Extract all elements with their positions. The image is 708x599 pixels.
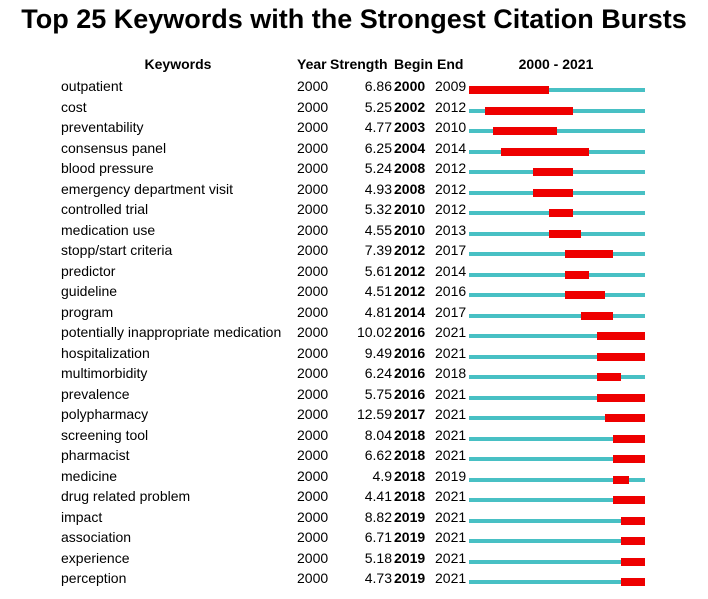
- end-cell: 2017: [435, 242, 467, 258]
- strength-cell: 4.55: [364, 221, 392, 238]
- begin-cell: 2016: [394, 365, 426, 381]
- table-row: [0, 181, 708, 201]
- burst-bar: [621, 517, 645, 525]
- timeline-baseline: [469, 539, 645, 543]
- table-row: [0, 99, 708, 119]
- keyword-cell: pharmacist: [61, 447, 130, 463]
- burst-bar: [533, 168, 573, 176]
- table-row: [0, 324, 708, 344]
- timeline-baseline: [469, 478, 645, 482]
- timeline-baseline: [469, 150, 645, 154]
- end-cell: 2021: [435, 549, 467, 566]
- strength-cell: 8.82: [364, 508, 392, 525]
- timeline-baseline: [469, 170, 645, 174]
- begin-cell: 2002: [394, 98, 426, 115]
- chart-title: Top 25 Keywords with the Strongest Citation Bursts: [21, 4, 687, 34]
- year-cell: 2000: [297, 180, 329, 197]
- table-row: [0, 406, 708, 426]
- timeline-baseline: [469, 560, 645, 564]
- strength-cell: 4.9: [372, 467, 392, 484]
- strength-cell: 4.81: [364, 303, 392, 320]
- year-cell: 2000: [297, 283, 329, 299]
- year-cell: 2000: [297, 426, 329, 443]
- keyword-cell: cost: [61, 98, 87, 115]
- keyword-cell: medication use: [61, 221, 156, 238]
- burst-bar: [613, 435, 645, 443]
- keyword-cell: prevalence: [61, 385, 130, 402]
- table-row: [0, 550, 708, 570]
- strength-cell: 6.71: [364, 529, 392, 545]
- end-cell: 2017: [435, 303, 467, 320]
- end-cell: 2018: [435, 365, 467, 381]
- year-cell: 2000: [297, 570, 329, 586]
- table-row: [0, 386, 708, 406]
- strength-cell: 8.04: [364, 426, 392, 443]
- begin-cell: 2019: [394, 549, 426, 566]
- strength-cell: 6.62: [364, 447, 392, 463]
- strength-cell: 5.18: [364, 549, 392, 566]
- burst-bar: [565, 291, 605, 299]
- header-timeline-range: 2000 - 2021: [518, 56, 594, 72]
- year-cell: 2000: [297, 78, 329, 94]
- burst-bar: [613, 455, 645, 463]
- table-row: [0, 427, 708, 447]
- timeline-baseline: [469, 129, 645, 133]
- end-cell: 2021: [435, 344, 467, 361]
- strength-cell: 10.02: [356, 324, 392, 340]
- strength-cell: 9.49: [364, 344, 392, 361]
- end-cell: 2021: [435, 447, 467, 463]
- begin-cell: 2000: [394, 78, 426, 94]
- burst-bar: [581, 312, 613, 320]
- keyword-cell: program: [61, 303, 114, 320]
- table-row: [0, 119, 708, 139]
- table-row: [0, 160, 708, 180]
- burst-bar: [597, 332, 645, 340]
- strength-cell: 6.86: [364, 78, 392, 94]
- strength-cell: 4.93: [364, 180, 392, 197]
- begin-cell: 2012: [394, 262, 426, 279]
- begin-cell: 2008: [394, 180, 426, 197]
- keyword-cell: perception: [61, 570, 127, 586]
- keyword-cell: multimorbidity: [61, 365, 148, 381]
- end-cell: 2021: [435, 570, 467, 586]
- strength-cell: 5.75: [364, 385, 392, 402]
- keyword-cell: medicine: [61, 467, 118, 484]
- keyword-cell: stopp/start criteria: [61, 242, 173, 258]
- begin-cell: 2016: [394, 324, 426, 340]
- timeline-baseline: [469, 416, 645, 420]
- end-cell: 2009: [435, 78, 467, 94]
- strength-cell: 6.24: [364, 365, 392, 381]
- begin-cell: 2018: [394, 426, 426, 443]
- table-row: [0, 529, 708, 549]
- burst-bar: [533, 189, 573, 197]
- burst-bar: [613, 476, 629, 484]
- end-cell: 2012: [435, 201, 467, 217]
- strength-cell: 7.39: [364, 242, 392, 258]
- keyword-cell: controlled trial: [61, 201, 149, 217]
- table-row: [0, 242, 708, 262]
- table-row: [0, 570, 708, 590]
- year-cell: 2000: [297, 139, 329, 156]
- strength-cell: 12.59: [356, 406, 392, 422]
- strength-cell: 6.25: [364, 139, 392, 156]
- strength-cell: 5.25: [364, 98, 392, 115]
- timeline-baseline: [469, 396, 645, 400]
- timeline-baseline: [469, 498, 645, 502]
- keyword-cell: polypharmacy: [61, 406, 149, 422]
- begin-cell: 2004: [394, 139, 426, 156]
- end-cell: 2010: [435, 119, 467, 135]
- end-cell: 2014: [435, 262, 467, 279]
- end-cell: 2021: [435, 508, 467, 525]
- burst-bar: [565, 250, 613, 258]
- keyword-cell: predictor: [61, 262, 116, 279]
- burst-bar: [549, 230, 581, 238]
- begin-cell: 2010: [394, 201, 426, 217]
- begin-cell: 2018: [394, 467, 426, 484]
- year-cell: 2000: [297, 344, 329, 361]
- burst-bar: [565, 271, 589, 279]
- begin-cell: 2003: [394, 119, 426, 135]
- begin-cell: 2016: [394, 344, 426, 361]
- end-cell: 2021: [435, 324, 467, 340]
- header-keywords: Keywords: [144, 56, 212, 72]
- year-cell: 2000: [297, 549, 329, 566]
- begin-cell: 2018: [394, 488, 426, 504]
- keyword-cell: association: [61, 529, 132, 545]
- table-row: [0, 140, 708, 160]
- timeline-baseline: [469, 314, 645, 318]
- end-cell: 2012: [435, 180, 467, 197]
- keyword-cell: screening tool: [61, 426, 149, 443]
- strength-cell: 5.32: [364, 201, 392, 217]
- year-cell: 2000: [297, 242, 329, 258]
- year-cell: 2000: [297, 365, 329, 381]
- burst-bar: [549, 209, 573, 217]
- timeline-baseline: [469, 191, 645, 195]
- timeline-baseline: [469, 580, 645, 584]
- timeline-baseline: [469, 457, 645, 461]
- end-cell: 2021: [435, 385, 467, 402]
- strength-cell: 4.51: [364, 283, 392, 299]
- timeline-baseline: [469, 519, 645, 523]
- table-row: [0, 468, 708, 488]
- begin-cell: 2016: [394, 385, 426, 402]
- begin-cell: 2018: [394, 447, 426, 463]
- keyword-cell: blood pressure: [61, 160, 154, 176]
- burst-bar: [485, 107, 573, 115]
- table-row: [0, 263, 708, 283]
- table-row: [0, 283, 708, 303]
- timeline-baseline: [469, 232, 645, 236]
- strength-cell: 4.41: [364, 488, 392, 504]
- begin-cell: 2014: [394, 303, 426, 320]
- end-cell: 2012: [435, 160, 467, 176]
- keyword-cell: hospitalization: [61, 344, 150, 361]
- end-cell: 2021: [435, 529, 467, 545]
- keyword-cell: consensus panel: [61, 139, 167, 156]
- timeline-baseline: [469, 252, 645, 256]
- keyword-cell: preventability: [61, 119, 144, 135]
- strength-cell: 4.73: [364, 570, 392, 586]
- burst-bar: [621, 537, 645, 545]
- year-cell: 2000: [297, 385, 329, 402]
- keyword-cell: impact: [61, 508, 103, 525]
- year-cell: 2000: [297, 508, 329, 525]
- keyword-cell: potentially inappropriate medication: [61, 324, 282, 340]
- keyword-cell: experience: [61, 549, 130, 566]
- table-row: [0, 345, 708, 365]
- table-row: [0, 201, 708, 221]
- year-cell: 2000: [297, 406, 329, 422]
- year-cell: 2000: [297, 221, 329, 238]
- header-year: Year: [297, 56, 327, 72]
- timeline-baseline: [469, 355, 645, 359]
- begin-cell: 2012: [394, 242, 426, 258]
- begin-cell: 2019: [394, 508, 426, 525]
- end-cell: 2012: [435, 98, 467, 115]
- end-cell: 2019: [435, 467, 467, 484]
- end-cell: 2013: [435, 221, 467, 238]
- begin-cell: 2012: [394, 283, 426, 299]
- year-cell: 2000: [297, 324, 329, 340]
- timeline-baseline: [469, 293, 645, 297]
- table-row: [0, 509, 708, 529]
- year-cell: 2000: [297, 201, 329, 217]
- timeline-baseline: [469, 375, 645, 379]
- burst-bar: [597, 394, 645, 402]
- table-row: [0, 222, 708, 242]
- begin-cell: 2010: [394, 221, 426, 238]
- table-row: [0, 447, 708, 467]
- begin-cell: 2019: [394, 529, 426, 545]
- keyword-cell: outpatient: [61, 78, 123, 94]
- year-cell: 2000: [297, 160, 329, 176]
- year-cell: 2000: [297, 303, 329, 320]
- begin-cell: 2019: [394, 570, 426, 586]
- begin-cell: 2008: [394, 160, 426, 176]
- header-strength: Strength: [330, 56, 388, 72]
- end-cell: 2014: [435, 139, 467, 156]
- end-cell: 2021: [435, 488, 467, 504]
- strength-cell: 5.61: [364, 262, 392, 279]
- timeline-baseline: [469, 211, 645, 215]
- burst-bar: [597, 353, 645, 361]
- timeline-baseline: [469, 109, 645, 113]
- burst-bar: [621, 578, 645, 586]
- year-cell: 2000: [297, 447, 329, 463]
- strength-cell: 5.24: [364, 160, 392, 176]
- keyword-cell: drug related problem: [61, 488, 191, 504]
- year-cell: 2000: [297, 262, 329, 279]
- burst-bar: [605, 414, 645, 422]
- table-row: [0, 488, 708, 508]
- timeline-baseline: [469, 437, 645, 441]
- burst-bar: [493, 127, 557, 135]
- table-row: [0, 365, 708, 385]
- header-end: End: [437, 56, 464, 72]
- year-cell: 2000: [297, 119, 329, 135]
- table-row: [0, 304, 708, 324]
- header-begin: Begin: [394, 56, 433, 72]
- timeline-baseline: [469, 334, 645, 338]
- table-row: [0, 78, 708, 98]
- keyword-cell: emergency department visit: [61, 180, 233, 197]
- begin-cell: 2017: [394, 406, 426, 422]
- timeline-baseline: [469, 88, 645, 92]
- year-cell: 2000: [297, 488, 329, 504]
- timeline-baseline: [469, 273, 645, 277]
- end-cell: 2021: [435, 406, 467, 422]
- end-cell: 2021: [435, 426, 467, 443]
- burst-bar: [597, 373, 621, 381]
- year-cell: 2000: [297, 467, 329, 484]
- burst-bar: [613, 496, 645, 504]
- burst-bar: [501, 148, 589, 156]
- burst-bar: [621, 558, 645, 566]
- keyword-cell: guideline: [61, 283, 118, 299]
- burst-bar: [469, 86, 549, 94]
- strength-cell: 4.77: [364, 119, 392, 135]
- year-cell: 2000: [297, 529, 329, 545]
- year-cell: 2000: [297, 98, 329, 115]
- end-cell: 2016: [435, 283, 467, 299]
